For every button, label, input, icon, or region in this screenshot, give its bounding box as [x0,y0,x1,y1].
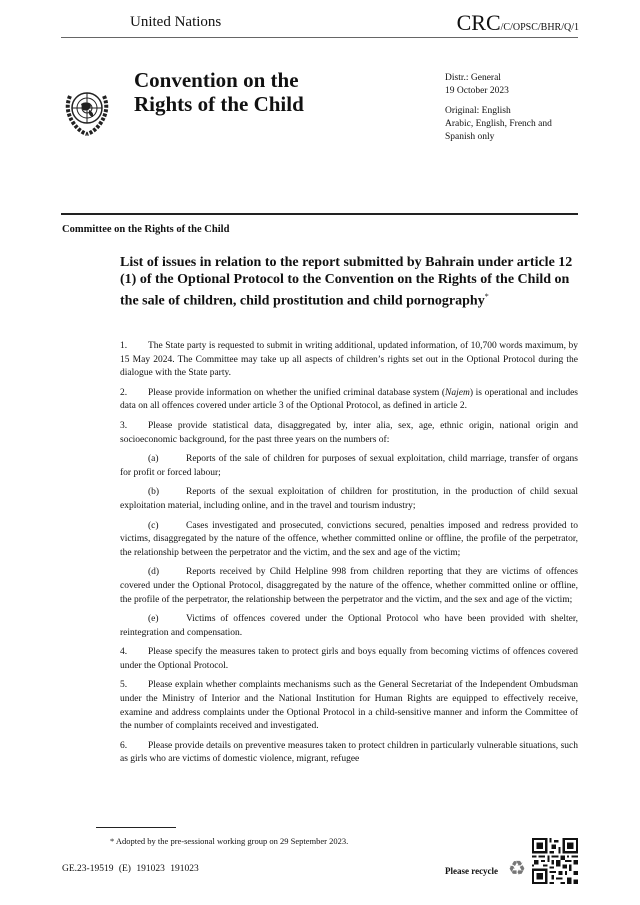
un-emblem-icon [63,82,111,138]
title-footnote-mark[interactable]: * [484,292,489,301]
subparagraph-letter: (b) [148,487,160,498]
paragraph-4 [120,646,578,673]
paragraph-text: Please provide statistical data, disaggregated by, inter alia, sex, age, ethnic origin, national origin and socioeconomic background, for the past three years on the numbers of: [120,420,578,445]
languages-line2: Spanish only [445,132,495,142]
document-body [120,340,578,773]
recycle-icon: ♻ [508,858,526,880]
document-date: 19 October 2023 [445,86,509,96]
footnote-rule [96,827,176,828]
paragraph-text: ) is operational and includes data on all offences covered under article 3 of the Optional Protocol, as defined in article 2. [120,387,578,412]
paragraph-text: Victims of offences covered under the Optional Protocol who have been provided with shelter, reintegration and compensation. [120,614,578,638]
job-number: GE.23-19519 (E) 191023 191023 [62,864,199,874]
paragraph-text: The State party is requested to submit in writing additional, updated information, of 10,700 words maximum, by 15 May 2024. The Committee may take up all aspects of children’s rights set out in the Optional Protocol during the dialogue with the State party. [120,341,578,379]
subparagraph-e [120,613,578,640]
subparagraph-b [120,486,578,513]
organization-name: United Nations [130,14,222,30]
paragraph-text: Cases investigated and prosecuted, convictions secured, penalties imposed and redress provided to victims, disaggregated by the nature of the offence, whether committed online or offline, the profile of the perpetrator, the relationship between the perpetrator and the victim, and the sex and age of the victim; [120,520,578,558]
body-name-line1: Convention on the [134,68,299,92]
distribution: Distr.: General [445,73,501,83]
paragraph-6 [120,740,578,767]
paragraph-3 [120,420,578,447]
recycle-label: Please recycle [445,866,499,876]
body-name-line2: Rights of the Child [134,92,304,116]
paragraph-text: Please provide details on preventive measures taken to protect children in particularly vulnerable situations, such as girls who are victims of domestic violence, migrant, refugee [120,740,578,765]
subparagraph-a [120,453,578,480]
subparagraph-letter: (c) [148,520,159,531]
paragraph-text: Please specify the measures taken to protect girls and boys equally from becoming victims of offences covered under the Optional Protocol. [120,647,578,671]
paragraph-number: 5. [120,680,128,691]
languages-line1: Arabic, English, French and [445,119,552,129]
distribution-info [445,72,552,144]
symbol-main: CRC [456,10,501,35]
subparagraph-letter: (e) [148,614,159,625]
paragraph-5 [120,679,578,733]
paragraph-number: 6. [120,740,128,751]
subparagraph-letter: (a) [148,454,159,465]
paragraph-number: 1. [120,341,128,351]
symbol-rest: /C/OPSC/BHR/Q/1 [500,22,579,33]
paragraph-emphasis: Najem [445,387,470,398]
paragraph-number: 2. [120,387,128,398]
paragraph-2 [120,387,578,414]
header-rule [61,37,578,38]
paragraph-1 [120,340,578,381]
paragraph-number: 4. [120,647,128,658]
footnote: * Adopted by the pre-sessional working group on 29 September 2023. [110,836,349,846]
committee-name: Committee on the Rights of the Child [62,224,230,235]
body-name [134,68,304,116]
subparagraph-d [120,566,578,607]
paragraph-text: Reports received by Child Helpline 998 from children reporting that they are victims of offences covered under the Optional Protocol, disaggregated by the nature of the offence, whether committed online or offline, the profile of the perpetrator, the relationship between the perpetrator and the victim, and the sex and age of the victim; [120,567,578,605]
paragraph-text: Please provide information on whether the unified criminal database system ( [148,387,446,398]
paragraph-number: 3. [120,420,128,431]
paragraph-text: Reports of the sexual exploitation of children for prostitution, in the production of child sexual exploitation material, including online, and in the travel and tourism industry; [120,487,578,511]
subparagraph-c [120,520,578,561]
title-text: List of issues in relation to the report submitted by Bahrain under article 12 (1) of the Optional Protocol to the Convention on the Rights of the Child on the sale of children, child prostitution and child pornography [120,255,573,309]
subparagraph-letter: (d) [148,567,160,578]
qr-code-icon[interactable] [532,838,578,884]
original-language: Original: English [445,106,511,116]
document-symbol [457,10,579,36]
paragraph-text: Reports of the sale of children for purposes of sexual exploitation, child marriage, transfer of organs for profit or forced labour; [120,454,578,478]
paragraph-text: Please explain whether complaints mechanisms such as the General Secretariat of the Independent Ombudsman under the Ministry of Interior and the National Institution for Human Rights are equipped to effectively receive, examine and address complaints under the Optional Protocol in a child-sensitive manner and inform the Committee of the number of complaints received and investigated. [120,680,578,732]
document-title [120,254,580,310]
section-rule [61,213,578,215]
